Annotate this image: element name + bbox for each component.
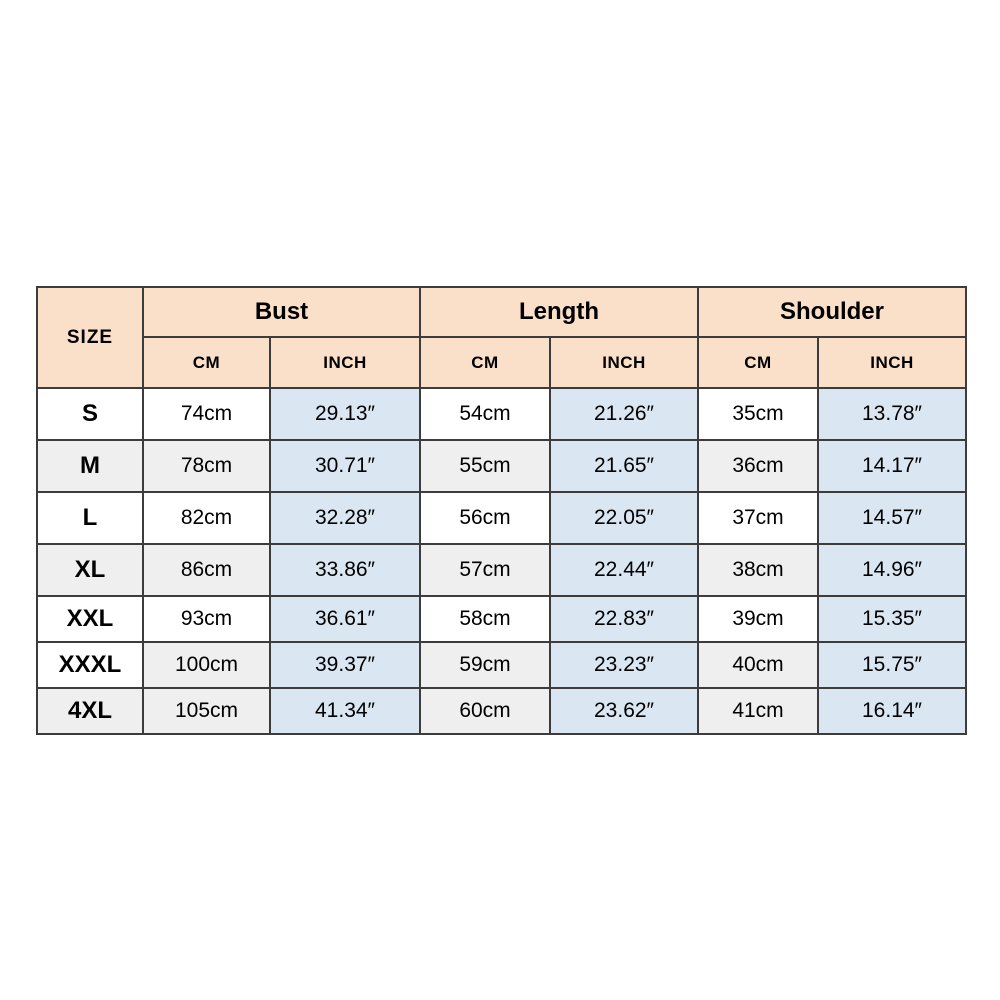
shoulder-cm-header: CM <box>698 337 818 388</box>
bust-cm-cell: 93cm <box>143 596 270 642</box>
size-label-xxxl: XXXL <box>37 642 143 688</box>
table-row <box>37 492 966 544</box>
size-label-m: M <box>37 440 143 492</box>
length-cm-cell: 60cm <box>420 688 550 734</box>
shoulder-cm-cell: 38cm <box>698 544 818 596</box>
bust-inch-header: INCH <box>270 337 420 388</box>
shoulder-cm-cell: 40cm <box>698 642 818 688</box>
shoulder-inch-cell: 14.57″ <box>818 492 966 544</box>
shoulder-cm-cell: 35cm <box>698 388 818 440</box>
bust-inch-cell: 33.86″ <box>270 544 420 596</box>
length-cm-cell: 59cm <box>420 642 550 688</box>
shoulder-cm-cell: 41cm <box>698 688 818 734</box>
length-cm-cell: 55cm <box>420 440 550 492</box>
size-label-s: S <box>37 388 143 440</box>
length-inch-cell: 22.44″ <box>550 544 698 596</box>
shoulder-inch-cell: 15.75″ <box>818 642 966 688</box>
group-header-row <box>37 287 966 337</box>
length-cm-cell: 58cm <box>420 596 550 642</box>
shoulder-inch-cell: 15.35″ <box>818 596 966 642</box>
size-table-body <box>37 388 966 734</box>
bust-cm-header: CM <box>143 337 270 388</box>
table-row <box>37 596 966 642</box>
size-label-xxl: XXL <box>37 596 143 642</box>
bust-inch-cell: 39.37″ <box>270 642 420 688</box>
length-inch-header: INCH <box>550 337 698 388</box>
bust-inch-cell: 36.61″ <box>270 596 420 642</box>
shoulder-inch-cell: 14.96″ <box>818 544 966 596</box>
unit-header-row <box>37 337 966 388</box>
table-row <box>37 388 966 440</box>
shoulder-inch-header: INCH <box>818 337 966 388</box>
bust-cm-cell: 86cm <box>143 544 270 596</box>
shoulder-inch-cell: 13.78″ <box>818 388 966 440</box>
bust-inch-cell: 29.13″ <box>270 388 420 440</box>
length-cm-header: CM <box>420 337 550 388</box>
shoulder-inch-cell: 14.17″ <box>818 440 966 492</box>
bust-cm-cell: 105cm <box>143 688 270 734</box>
table-row <box>37 642 966 688</box>
size-label-4xl: 4XL <box>37 688 143 734</box>
length-inch-cell: 21.26″ <box>550 388 698 440</box>
length-inch-cell: 23.62″ <box>550 688 698 734</box>
length-inch-cell: 22.05″ <box>550 492 698 544</box>
length-inch-cell: 23.23″ <box>550 642 698 688</box>
length-cm-cell: 57cm <box>420 544 550 596</box>
length-inch-cell: 21.65″ <box>550 440 698 492</box>
size-column-header: SIZE <box>37 287 143 388</box>
length-cm-cell: 56cm <box>420 492 550 544</box>
table-row <box>37 440 966 492</box>
table-row <box>37 544 966 596</box>
bust-cm-cell: 82cm <box>143 492 270 544</box>
bust-inch-cell: 32.28″ <box>270 492 420 544</box>
size-label-xl: XL <box>37 544 143 596</box>
bust-cm-cell: 78cm <box>143 440 270 492</box>
bust-inch-cell: 41.34″ <box>270 688 420 734</box>
length-group-header: Length <box>420 287 698 337</box>
table-header <box>37 287 966 388</box>
shoulder-cm-cell: 36cm <box>698 440 818 492</box>
bust-cm-cell: 74cm <box>143 388 270 440</box>
shoulder-inch-cell: 16.14″ <box>818 688 966 734</box>
length-inch-cell: 22.83″ <box>550 596 698 642</box>
shoulder-group-header: Shoulder <box>698 287 966 337</box>
shoulder-cm-cell: 37cm <box>698 492 818 544</box>
bust-inch-cell: 30.71″ <box>270 440 420 492</box>
table-row <box>37 688 966 734</box>
shoulder-cm-cell: 39cm <box>698 596 818 642</box>
bust-cm-cell: 100cm <box>143 642 270 688</box>
length-cm-cell: 54cm <box>420 388 550 440</box>
size-label-l: L <box>37 492 143 544</box>
size-chart-table <box>36 286 967 735</box>
bust-group-header: Bust <box>143 287 420 337</box>
